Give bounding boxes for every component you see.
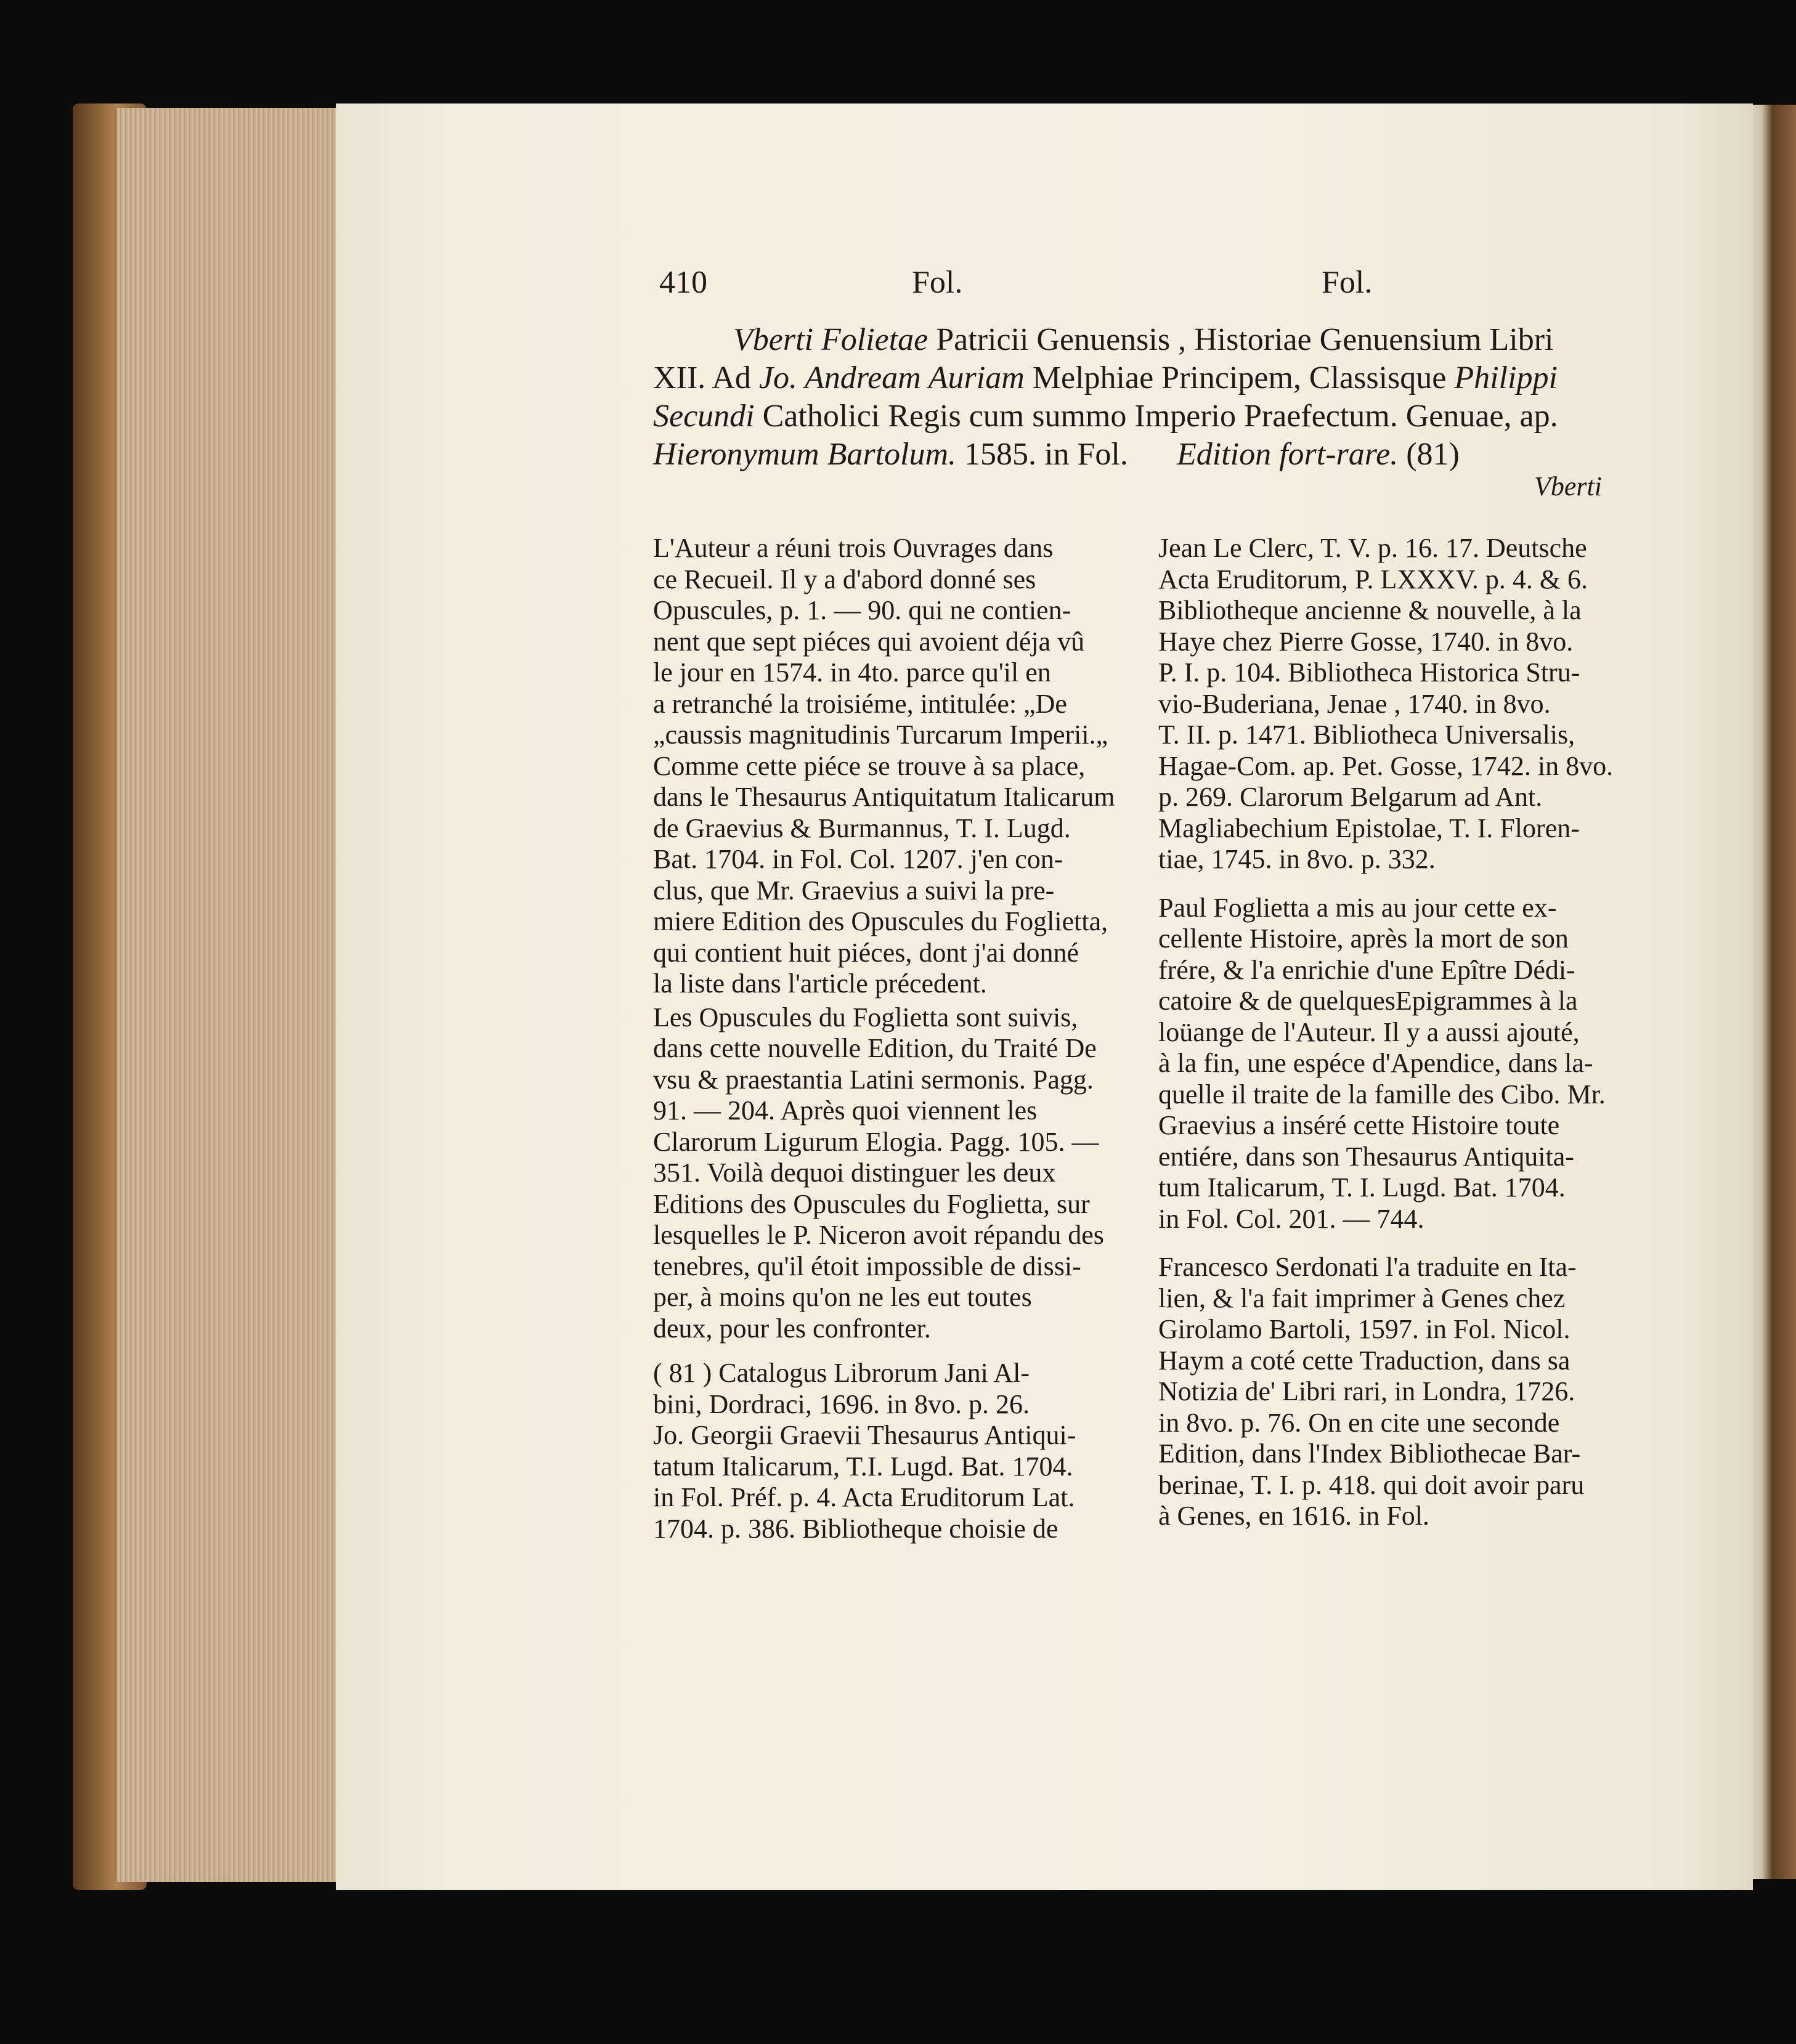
text-line: Haym a coté cette Traduction, dans sa [1158, 1345, 1570, 1376]
title-text: Melphiae Principem, Classisque [1024, 360, 1455, 395]
text-line: Opuscules, p. 1. — 90. qui ne contien- [653, 595, 1071, 625]
text-line: cellente Histoire, après la mort de son [1158, 923, 1569, 954]
text-line: in 8vo. p. 76. On en cite une seconde [1158, 1407, 1560, 1438]
text-line: Edition, dans l'Index Bibliothecae Bar- [1158, 1438, 1581, 1469]
text-line: in Fol. Préf. p. 4. Acta Eruditorum Lat. [653, 1482, 1075, 1512]
text-line: 351. Voilà dequoi distinguer les deux [653, 1158, 1056, 1188]
entry-title-line-4 [653, 439, 1128, 471]
text-line: Editions des Opuscules du Foglietta, sur [653, 1188, 1090, 1219]
text-line: ce Recueil. Il y a d'abord donné ses [653, 564, 1036, 594]
text-line: à Genes, en 1616. in Fol. [1158, 1501, 1429, 1531]
page-edges [117, 108, 345, 1882]
text-line: p. 269. Clarorum Belgarum ad Ant. [1158, 782, 1543, 812]
title-italic: Philippi [1454, 360, 1558, 395]
text-line: Hagae-Com. ap. Pet. Gosse, 1742. in 8vo. [1158, 750, 1614, 781]
text-line: Jo. Georgii Graevii Thesaurus Antiqui- [653, 1420, 1076, 1450]
text-line: berinae, T. I. p. 418. qui doit avoir paru [1158, 1469, 1585, 1500]
text-line: frére, & l'a enrichie d'une Epître Dédi- [1158, 954, 1575, 985]
text-line: L'Auteur a réuni trois Ouvrages dans [653, 533, 1054, 563]
text-line: deux, pour les confronter. [653, 1313, 931, 1344]
text-line: per, à moins qu'on ne les eut toutes [653, 1282, 1032, 1312]
text-line: P. I. p. 104. Bibliotheca Historica Stru- [1158, 657, 1580, 687]
text-line: lesquelles le P. Niceron avoit répandu des [653, 1220, 1104, 1250]
dedicatee-name: Jo. Andream Auriam [758, 360, 1025, 395]
author-name: Vberti Folietae [733, 322, 928, 357]
entry-title-line-2 [653, 362, 1558, 394]
text-line: Notizia de' Libri rari, in Londra, 1726. [1158, 1376, 1575, 1406]
text-line: ( 81 ) Catalogus Librorum Jani Al- [653, 1358, 1030, 1388]
page-number: 410 [659, 265, 707, 300]
text-line: Bibliotheque ancienne & nouvelle, à la [1158, 595, 1582, 625]
text-line: de Graevius & Burmannus, T. I. Lugd. [653, 813, 1071, 843]
text-line: loüange de l'Auteur. Il y a aussi ajouté, [1158, 1016, 1580, 1047]
text-line: Les Opuscules du Foglietta sont suivis, [653, 1002, 1078, 1032]
text-line: tenebres, qu'il étoit impossible de dissi- [653, 1251, 1081, 1281]
text-line: in Fol. Col. 201. — 744. [1158, 1203, 1424, 1234]
text-line: Comme cette piéce se trouve à sa place, [653, 750, 1086, 781]
text-line: tiae, 1745. in 8vo. p. 332. [1158, 844, 1436, 874]
title-text: XII. Ad [653, 360, 759, 395]
imprint-text: 1585. in Fol. [956, 437, 1128, 472]
title-italic: Secundi [653, 399, 755, 434]
text-line: catoire & de quelquesEpigrammes à la [1158, 986, 1578, 1016]
text-line: quelle il traite de la famille des Cibo. Mr. [1158, 1079, 1606, 1109]
edition-remark: Edition fort-rare. [1177, 437, 1399, 472]
text-line: Graevius a inséré cette Histoire toute [1158, 1110, 1560, 1140]
text-line: Paul Foglietta a mis au jour cette ex- [1158, 892, 1557, 923]
text-line: a retranché la troisiéme, intitulée: „De [653, 688, 1067, 719]
running-head-left: Fol. [912, 265, 963, 300]
entry-title-line-1 [733, 324, 1554, 356]
text-line: vio-Buderiana, Jenae , 1740. in 8vo. [1158, 688, 1551, 719]
text-line: Magliabechium Epistolae, T. I. Floren- [1158, 813, 1580, 843]
text-line: le jour en 1574. in 4to. parce qu'il en [653, 657, 1051, 687]
text-line: vsu & praestantia Latini sermonis. Pagg. [653, 1064, 1094, 1095]
text-line: à la fin, une espéce d'Apendice, dans la- [1158, 1048, 1593, 1078]
book-page [336, 103, 1753, 1890]
text-line: tatum Italicarum, T.I. Lugd. Bat. 1704. [653, 1451, 1073, 1482]
text-line: la liste dans l'article précedent. [653, 968, 987, 999]
text-line: lien, & l'a fait imprimer à Genes chez [1158, 1283, 1566, 1313]
text-line: nent que sept piéces qui avoient déja vû [653, 626, 1085, 657]
text-line: tum Italicarum, T. I. Lugd. Bat. 1704. [1158, 1172, 1566, 1202]
text-line: entiére, dans son Thesaurus Antiquita- [1158, 1141, 1574, 1172]
text-line: Bat. 1704. in Fol. Col. 1207. j'en con- [653, 844, 1063, 874]
text-line: dans le Thesaurus Antiquitatum Italicarum [653, 782, 1115, 812]
text-line: bini, Dordraci, 1696. in 8vo. p. 26. [653, 1389, 1030, 1419]
text-line: T. II. p. 1471. Bibliotheca Universalis, [1158, 720, 1575, 750]
text-line: clus, que Mr. Graevius a suivi la pre- [653, 875, 1055, 906]
text-line: Haye chez Pierre Gosse, 1740. in 8vo. [1158, 626, 1574, 657]
footnote-ref: (81) [1398, 437, 1460, 472]
text-line: Clarorum Ligurum Elogia. Pagg. 105. — [653, 1126, 1099, 1157]
text-line: miere Edition des Opuscules du Foglietta, [653, 906, 1108, 936]
title-text: Catholici Regis cum summo Imperio Praefectum. Genuae, ap. [754, 399, 1558, 434]
running-head-right: Fol. [1322, 265, 1373, 300]
text-line: 1704. p. 386. Bibliotheque choisie de [653, 1513, 1059, 1544]
text-line: dans cette nouvelle Edition, du Traité De [653, 1033, 1097, 1063]
text-line: „caussis magnitudinis Turcarum Imperii.„ [653, 720, 1108, 750]
text-line: Francesco Serdonati l'a traduite en Ita- [1158, 1252, 1577, 1282]
title-text: Patricii Genuensis , Historiae Genuensium Libri [928, 322, 1554, 357]
text-line: qui contient huit piéces, dont j'ai donné [653, 937, 1079, 968]
printer-name: Hieronymum Bartolum. [653, 437, 957, 472]
text-line: 91. — 204. Après quoi viennent les [653, 1095, 1038, 1125]
text-line: Jean Le Clerc, T. V. p. 16. 17. Deutsche [1158, 533, 1587, 563]
entry-title-line-3 [653, 400, 1558, 432]
catchword: Vberti [1534, 471, 1602, 501]
text-line: Girolamo Bartoli, 1597. in Fol. Nicol. [1158, 1314, 1570, 1344]
text-line: Acta Eruditorum, P. LXXXV. p. 4. & 6. [1158, 564, 1588, 594]
edition-note [1177, 439, 1460, 471]
